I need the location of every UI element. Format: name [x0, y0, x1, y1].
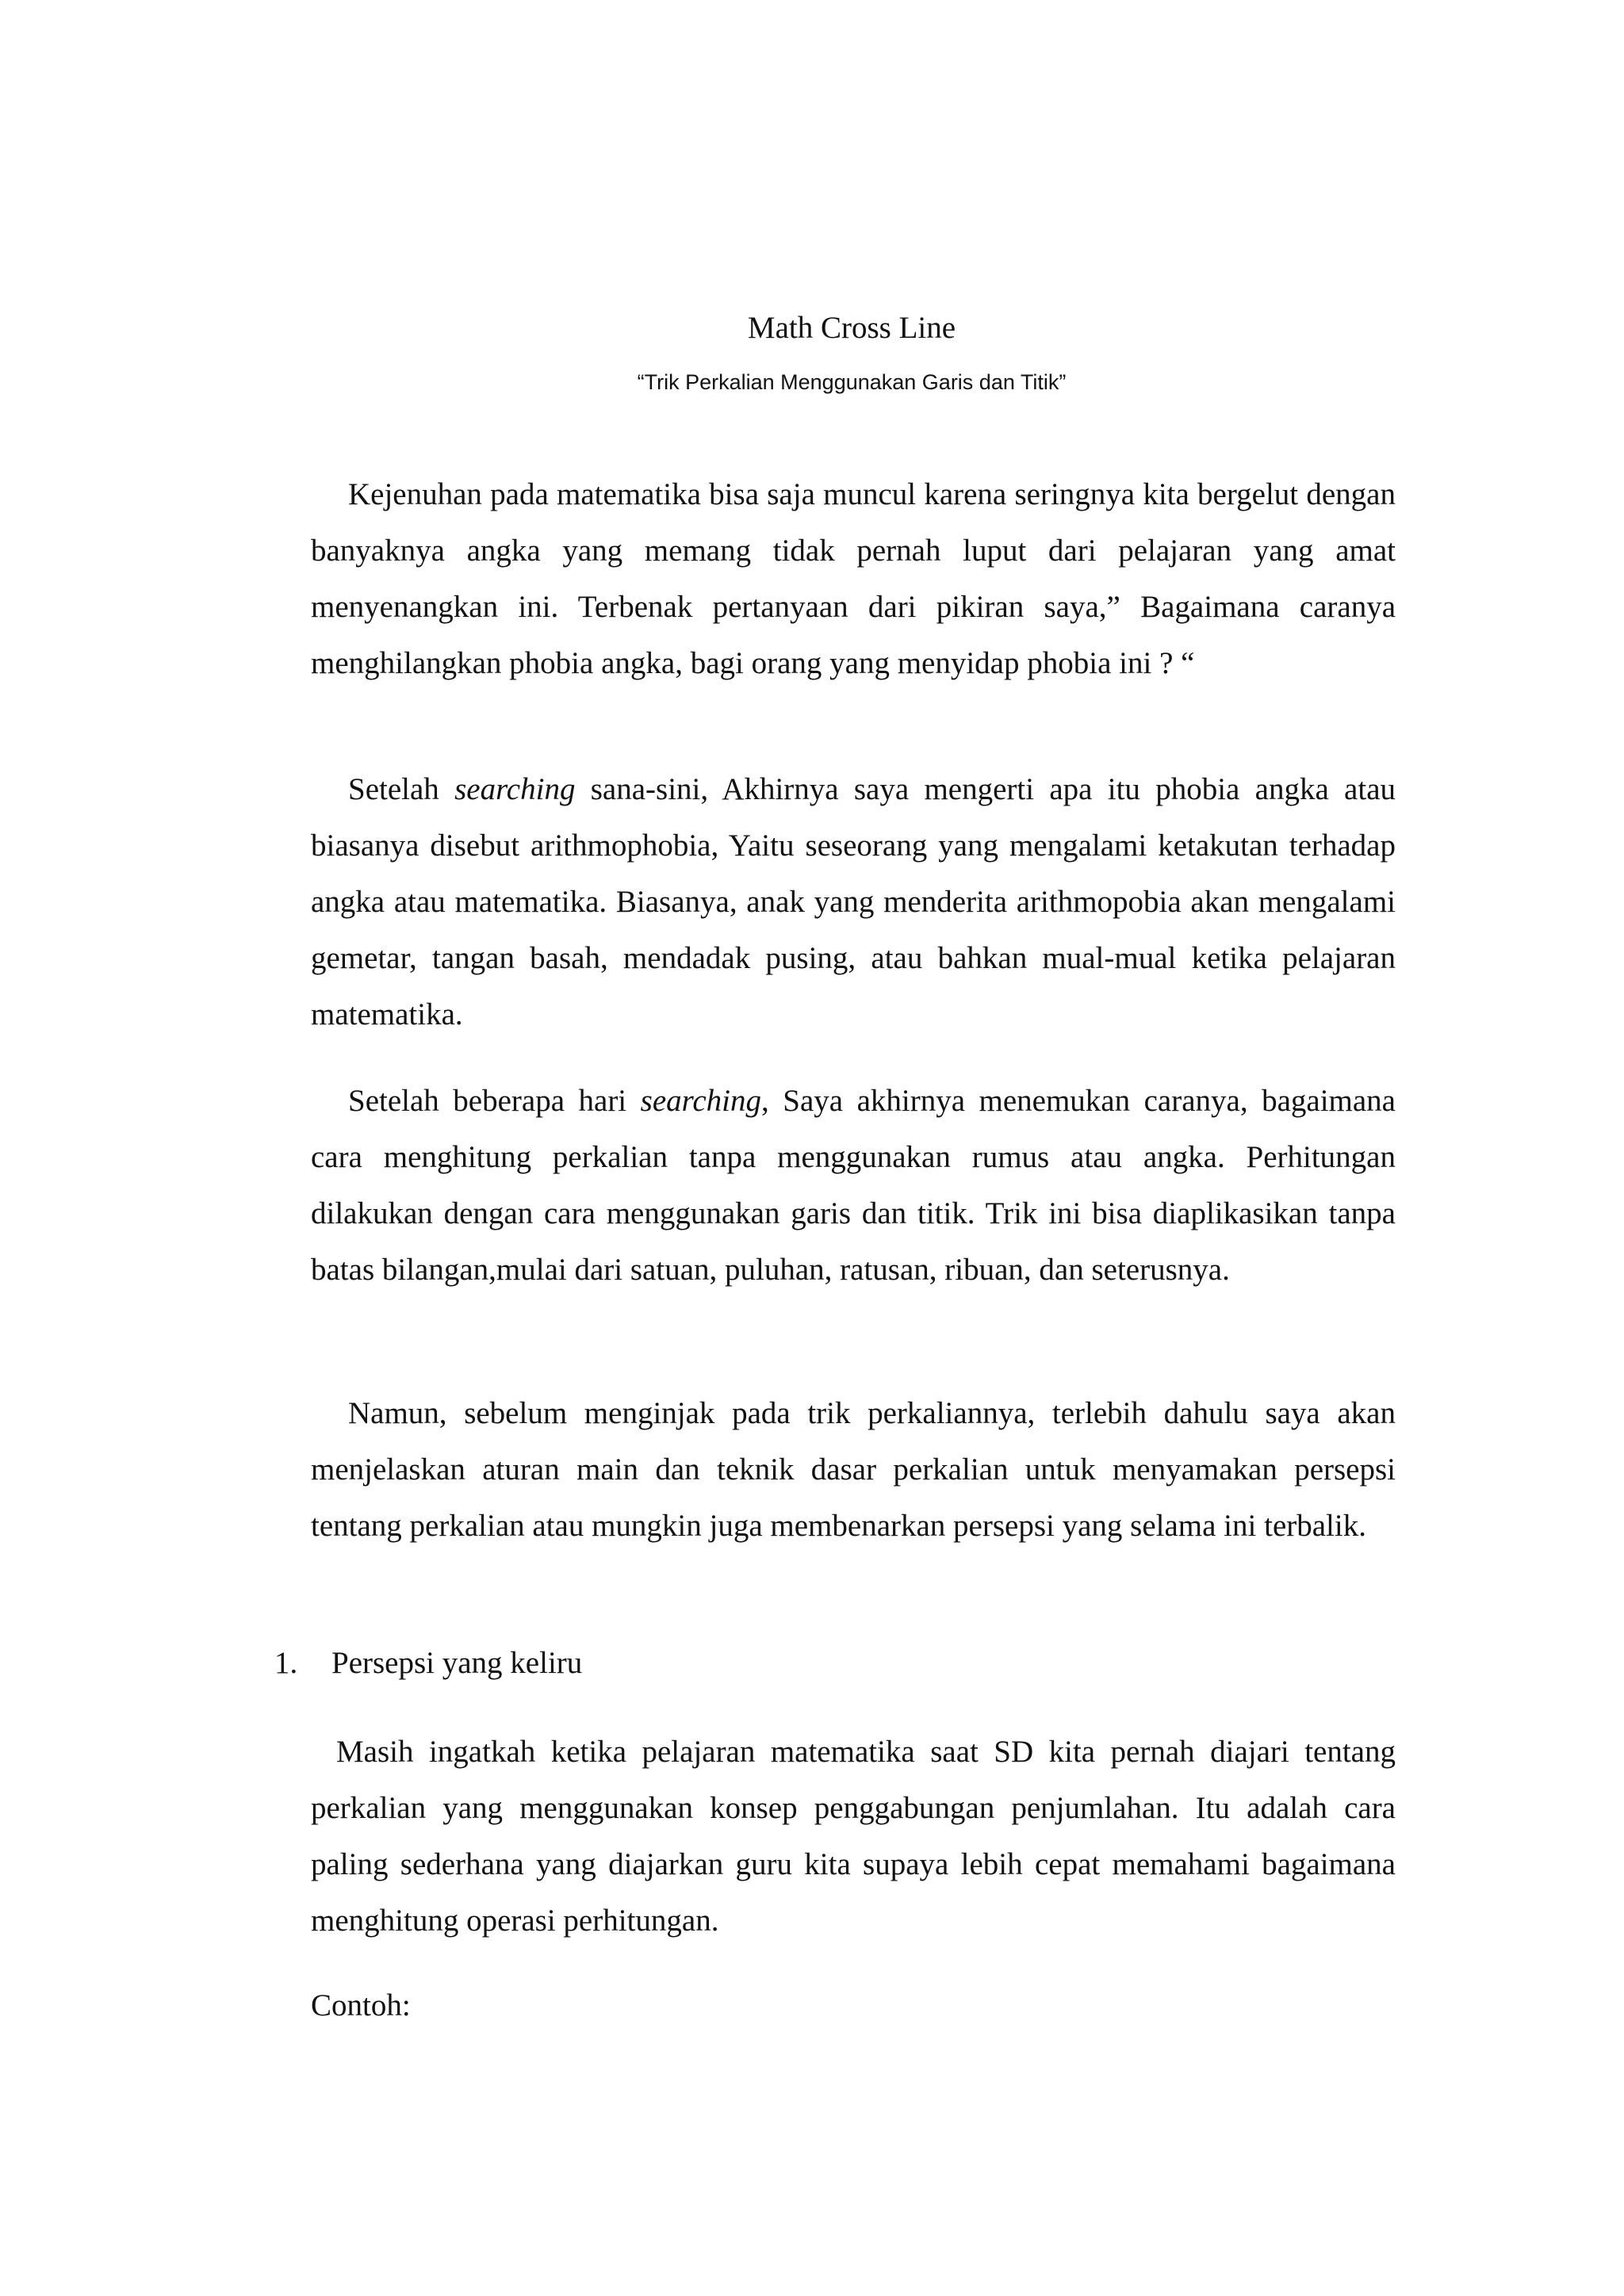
- italic-term: searching: [454, 772, 576, 806]
- italic-term: searching: [640, 1084, 762, 1118]
- list-item-persepsi: [274, 1635, 582, 1691]
- paragraph-persepsi: Masih ingatkah ketika pelajaran matematika saat SD kita pernah diajari tentang perkalian yang menggunakan konsep penggabungan penjumlahan. Itu adalah cara paling sederhana yang diajarkan guru kita supaya lebih cepat memahami bagaimana menghitung operasi perhitungan.: [311, 1735, 1396, 1938]
- paragraph-arithmophobia: [311, 761, 1396, 1043]
- paragraph-text-end: sana-sini, Akhirnya saya mengerti apa itu phobia angka atau biasanya disebut arithmophobia, Yaitu seseorang yang mengalami ketakutan terhadap angka atau matematika. Biasanya, anak yang menderita arithmopobia akan mengalami gemetar, tangan basah, mendadak pusing, atau bahkan mual-mual ketika pelajaran matematika.: [311, 772, 1396, 1031]
- document-subtitle: “Trik Perkalian Menggunakan Garis dan Titik”: [637, 370, 1067, 394]
- paragraph-text-end: , Saya akhirnya menemukan caranya, bagaimana cara menghitung perkalian tanpa menggunakan rumus atau angka. Perhitungan dilakukan dengan cara menggunakan garis dan titik. Trik ini bisa diaplikasikan tanpa batas bilangan,mulai dari satuan, puluhan, ratusan, ribuan, dan seterusnya.: [311, 1084, 1396, 1287]
- list-number: 1.: [274, 1646, 298, 1680]
- paragraph-text-start: Setelah beberapa hari: [348, 1084, 641, 1118]
- paragraph-method: [311, 1073, 1396, 1298]
- paragraph-text-start: Setelah: [348, 772, 455, 806]
- paragraph-intro: Kejenuhan pada matematika bisa saja muncul karena seringnya kita bergelut dengan banyaknya angka yang memang tidak pernah luput dari pelajaran yang amat menyenangkan ini. Terbenak pertanyaan dari pikiran saya,” Bagaimana caranya menghilangkan phobia angka, bagi orang yang menyidap phobia ini ? “: [311, 477, 1396, 680]
- paragraph-rules: Namun, sebelum menginjak pada trik perkaliannya, terlebih dahulu saya akan menjelaskan aturan main dan teknik dasar perkalian untuk menyamakan persepsi tentang perkalian atau mungkin juga membenarkan persepsi yang selama ini terbalik.: [311, 1396, 1396, 1543]
- contoh-label: Contoh:: [311, 1988, 411, 2022]
- document-title: Math Cross Line: [747, 311, 956, 345]
- list-label: Persepsi yang keliru: [331, 1646, 583, 1680]
